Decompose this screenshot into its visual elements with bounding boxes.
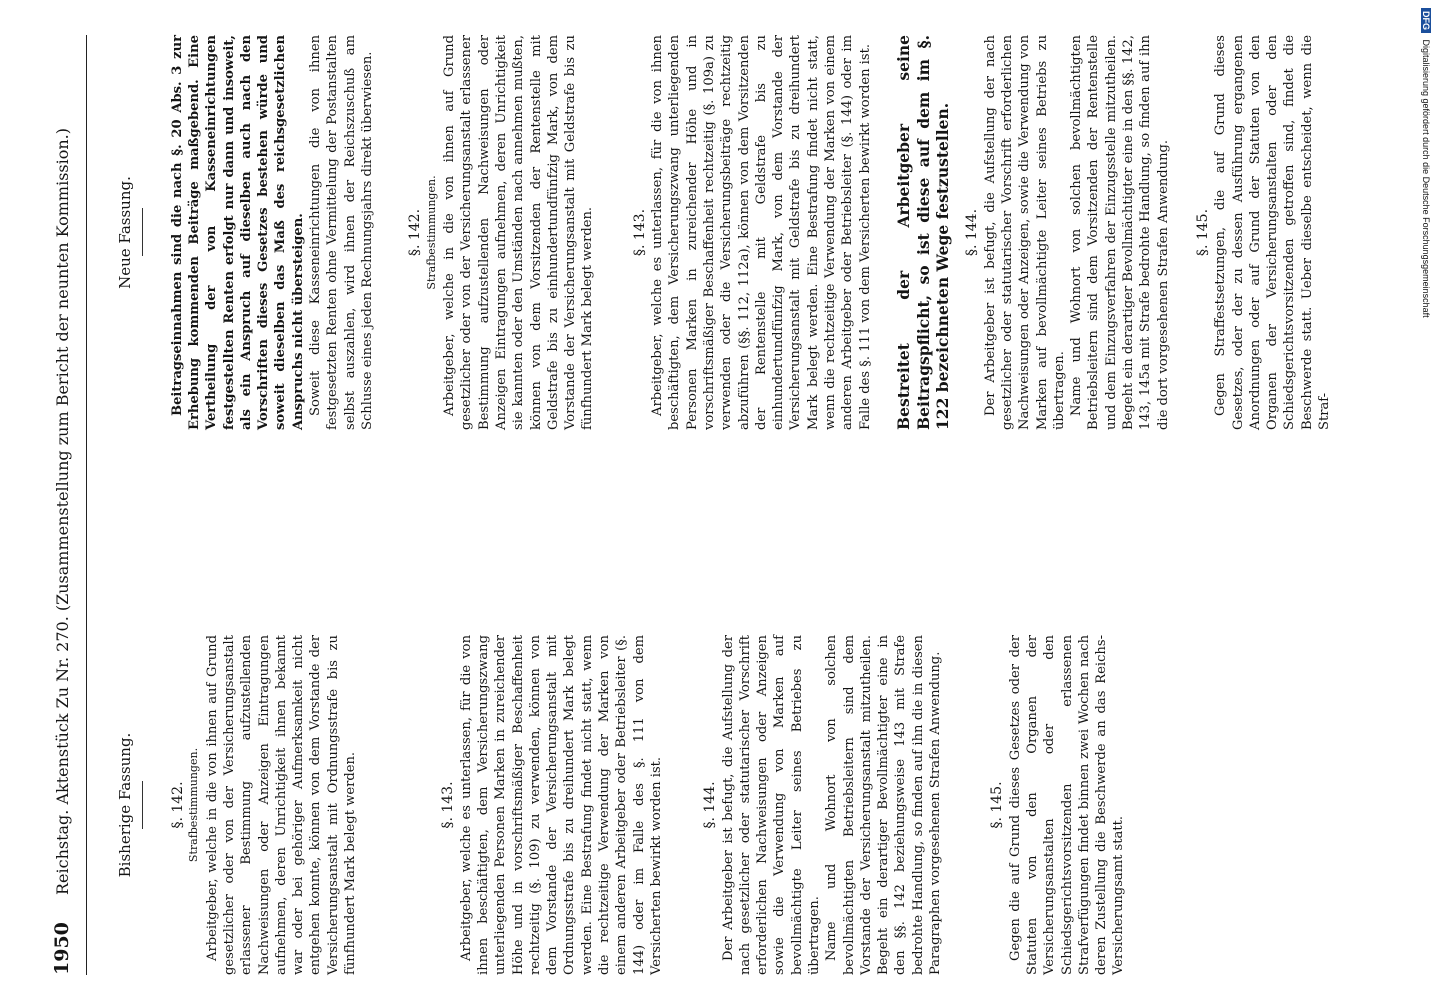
column-previous-version xyxy=(116,635,1128,975)
digitization-credit xyxy=(1421,8,1431,318)
section-143-text: Arbeitgeber, welche es unterlassen, für die von ihnen beschäftigten, dem Versicherungszwang unterliegenden Personen Marken in zureichender Höhe und in vorschriftsmäßiger Beschaffenheit rechtzeitig (§. 109a) zu verwenden oder die Versicherungsbeiträge rechtzeitig abzuführen (§§. 112, 112a), können von dem Vorsitzenden der Rentenstelle mit Geldstrafe bis zu einhundertundfünfzig Mark, von dem Vorstande der Versicherungsanstalt mit Geldstrafe bis zu dreihundert Mark belegt werden. Eine Bestrafung findet nicht statt, wenn die rechtzeitige Verwendung der Marken von einem anderen Arbeitgeber oder Betriebsleiter (§. 144) oder im Falle des §. 111 von dem Versicherten bewirkt worden ist. xyxy=(650,35,873,430)
section-142-text: Arbeitgeber, welche in die von ihnen auf Grund gesetzlicher oder von der Versicherungsanstalt erlassener Bestimmung aufzustellenden Nachweisungen oder Anzeigen Eintragungen aufnehmen, deren Unrichtigkeit sie kannten oder den Umständen nach annehmen mußten, können von dem Vorsitzenden der Rentenstelle mit Geldstrafe bis zu einhundertundfünfzig Mark, von dem Vorstande der Versicherungsanstalt mit Geldstrafe bis zu fünfhundert Mark belegt werden. xyxy=(442,35,596,430)
section-144-paragraph-1: Der Arbeitgeber ist befugt, die Aufstellung der nach gesetzlicher oder statutarischer Vorschrift erforderlichen Nachweisungen oder Anzeigen sowie die Verwendung von Marken auf bevollmächtigte Leiter seines Betriebes zu übertragen. xyxy=(720,635,823,975)
running-head xyxy=(50,35,84,975)
column-new-version xyxy=(116,35,1333,430)
running-title: Reichstag. Aktenstück Zu Nr. 270. (Zusammenstellung zum Bericht der neunten Kommission.) xyxy=(53,127,72,896)
section-143-text: Arbeitgeber, welche es unterlassen, für die von ihnen beschäftigten, dem Versicherungszwang unterliegenden Personen Marken in zureichender Höhe und in vorschriftsmäßiger Beschaffenheit rechtzeitig (§. 109) zu verwenden, können von dem Vorstande der Versicherungsanstalt mit Ordnungsstrafe bis zu dreihundert Mark belegt werden. Eine Bestrafung findet nicht statt, wenn die rechtzeitige Verwendung der Marken von einem anderen Arbeitgeber oder Betriebsleiter (§. 144) oder im Falle des §. 111 von dem Versicherten bewirkt worden ist. xyxy=(458,635,664,975)
column-heading-new: Neue Fassung. xyxy=(116,176,134,289)
section-number-142: §. 142. xyxy=(169,781,186,829)
column-heading-rule xyxy=(142,209,143,257)
section-144-paragraph-2: Name und Wohnort von solchen bevollmächtigten Betriebsleitern sind dem Vorstande der Versicherungsanstalt mitzutheilen. Begeht ein derartiger Bevollmächtigter eine in den §§. 142 beziehungsweise 143 mit Strafe bedrohte Handlung, so finden auf ihn die in diesen Paragraphen vorgesehenen Strafen Anwendung. xyxy=(824,635,943,975)
column-heading-previous: Bisherige Fassung. xyxy=(116,732,134,878)
page-number: 1950 xyxy=(51,922,73,975)
section-number-143: §. 143. xyxy=(631,208,648,257)
header-rule xyxy=(86,35,87,975)
section-143-bold-addition: Bestreitet der Arbeitgeber seine Beitragspflicht, so ist diese auf dem im §. 122 bezeichneten Wege festzustellen. xyxy=(893,35,953,430)
section-142-text: Arbeitgeber, welche in die von ihnen auf Grund gesetzlicher oder von der Versicherungsanstalt erlassener Bestimmung aufzustellenden Nachweisungen oder Anzeigen Eintragungen aufnehmen, deren Unrichtigkeit ihnen bekannt war oder bei gehöriger Aufmerksamkeit nicht entgehen konnte, können von dem Vorstande der Versicherungsanstalt mit Ordnungsstrafe bis zu fünfhundert Mark belegt werden. xyxy=(204,635,359,975)
document-page xyxy=(50,35,1370,975)
section-subheading: Strafbestimmungen. xyxy=(424,175,438,290)
section-144-paragraph-2: Name und Wohnort von solchen bevollmächtigten Betriebsleitern sind dem Vorsitzenden der Rentenstelle und dem Einzugsverfahren der Einzugsstelle mitzutheilen. Begeht ein derartiger Bevollmächtigter eine in den §§. 142, 143, 145a mit Strafe bedrohte Handlung, so finden auf ihn die dort vorgesehenen Strafen Anwendung. xyxy=(1069,35,1171,430)
dfg-logo: DFG xyxy=(1421,8,1431,33)
credit-text: Digitalisierung gefördert durch die Deutsche Forschungsgemeinschaft xyxy=(1421,39,1431,318)
section-145-text: Gegen die auf Grund dieses Gesetzes oder der Statuten von den Organen der Versicherungsanstalten oder den Schiedsgerichtsvorsitzenden erlassenen Strafverfügungen findet binnen zwei Wochen nach deren Zustellung die Beschwerde an das Reichs-Versicherungsamt statt. xyxy=(1007,635,1127,975)
section-number-144: §. 144. xyxy=(964,208,981,257)
section-number-145: §. 145. xyxy=(1194,208,1211,257)
intro-paragraph-1: Beitragseinnahmen sind die nach §. 20 Abs. 3 zur Erhebung kommenden Beiträge maßgebend. Eine Vertheilung der von Kasseneinrichtungen festgestellten Renten erfolgt nur dann und insoweit, als ein Anspruch auf dieselben auch nach den Vorschriften dieses Gesetzes bestehen würde und soweit dieselben das Maß des reichsgesetzlichen Anspruchs nicht übersteigen. xyxy=(169,35,306,430)
section-subheading: Strafbestimmungen. xyxy=(187,747,201,863)
column-heading-rule xyxy=(142,781,143,829)
section-number-142: §. 142. xyxy=(407,208,424,257)
section-144-paragraph-1: Der Arbeitgeber ist befugt, die Aufstellung der nach gesetzlicher oder statutarischer Vorschrift erforderlichen Nachweisungen oder Anzeigen, sowie die Verwendung von Marken auf bevollmächtigte Leiter seines Betriebs zu übertragen. xyxy=(982,35,1067,430)
section-number-145: §. 145. xyxy=(989,781,1006,829)
section-145-text: Gegen Straffestsetzungen, die auf Grund dieses Gesetzes, oder der zu dessen Ausführung ergangenen Anordnungen oder auf Grund der Statuten von den Organen der Versicherungsanstalten oder den Schiedsgerichtsvorsitzenden getroffen sind, findet die Beschwerde statt. Ueber dieselbe entscheidet, wenn die Straf- xyxy=(1213,35,1333,430)
section-number-144: §. 144. xyxy=(702,781,719,829)
intro-paragraph-2: Soweit diese Kasseneinrichtungen die von ihnen festgesetzten Renten ohne Vermittelung der Postanstalten selbst auszahlen, wird ihnen der Reichszuschuß am Schlusse eines jeden Rechnungsjahrs direkt überwiesen. xyxy=(308,35,375,430)
section-number-143: §. 143. xyxy=(440,781,457,829)
